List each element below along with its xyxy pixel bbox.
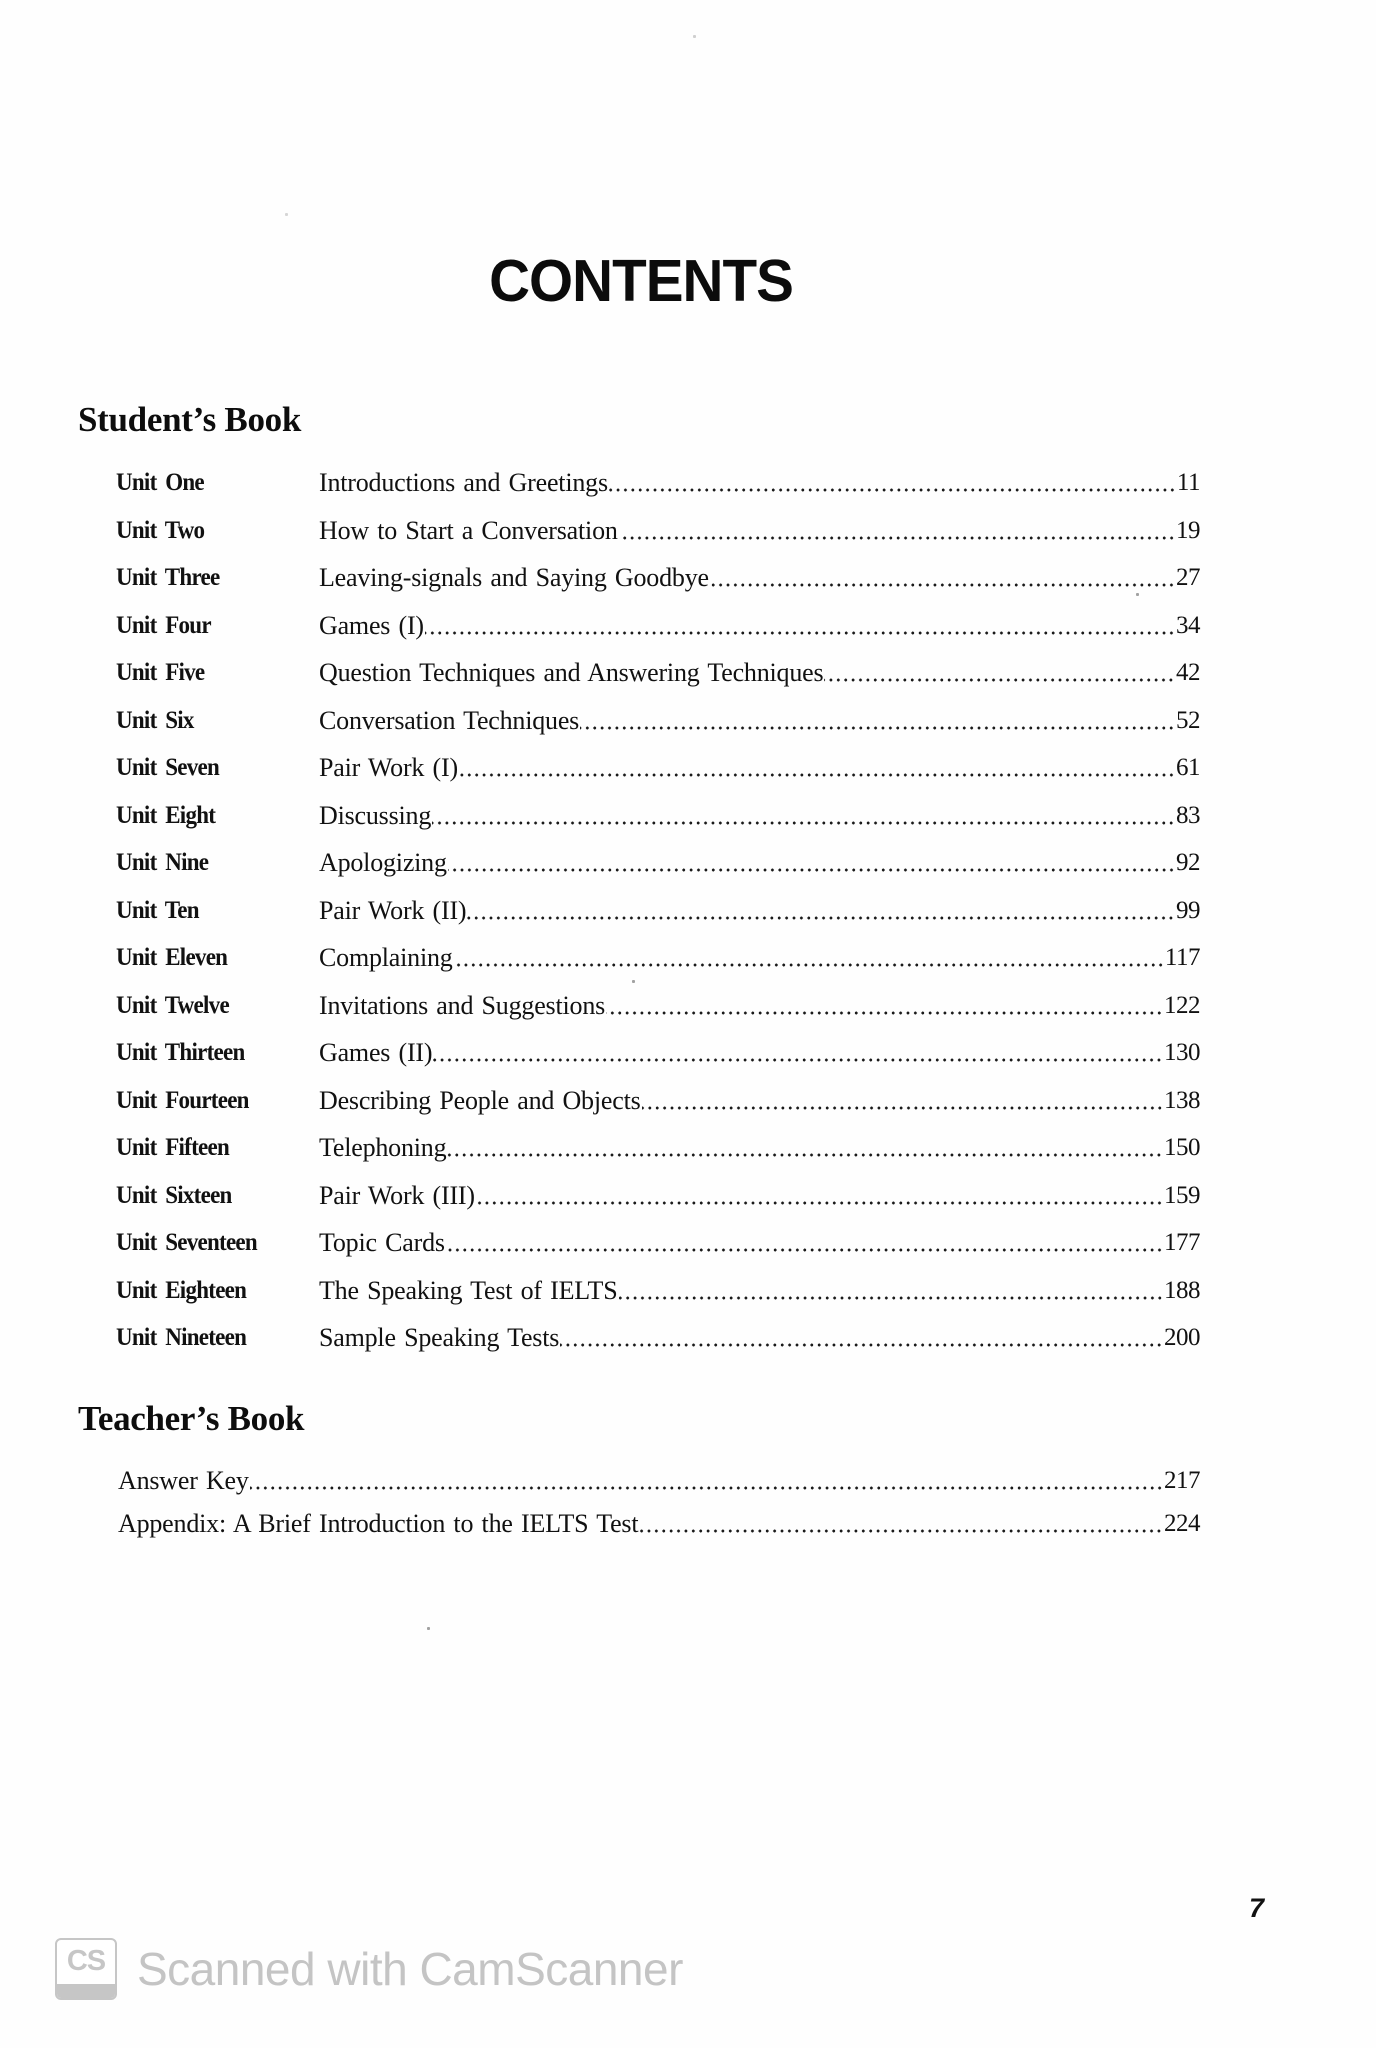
entry-title: Topic Cards — [319, 1228, 445, 1257]
page-number: 217 — [1164, 1467, 1200, 1494]
entry-title: Sample Speaking Tests — [319, 1323, 560, 1352]
page-number: 52 — [1176, 706, 1200, 734]
entry-title: Describing People and Objects — [319, 1085, 641, 1115]
toc-entry[interactable] — [116, 1319, 1200, 1353]
entry-title: Games (I) — [319, 610, 424, 640]
unit-label: Unit Twelve — [116, 991, 229, 1019]
camscanner-watermark — [55, 1938, 683, 2000]
page-number: 188 — [1164, 1276, 1200, 1304]
page-number: 99 — [1176, 896, 1200, 924]
page-number: 42 — [1176, 659, 1200, 686]
dot-leader — [580, 725, 1175, 731]
unit-label: Unit Fifteen — [116, 1134, 230, 1161]
toc-entry[interactable] — [116, 1224, 1200, 1258]
unit-label: Unit One — [116, 469, 204, 496]
entry-title: Introductions and Greetings — [319, 468, 608, 497]
toc-entry[interactable] — [116, 702, 1200, 736]
entry-title: Pair Work (II) — [319, 895, 467, 925]
camscanner-logo-text: CS — [66, 1945, 106, 1977]
unit-label: Unit Eleven — [116, 944, 228, 971]
toc-entry[interactable] — [116, 1082, 1200, 1116]
dot-leader — [447, 1152, 1163, 1158]
camscanner-logo-icon — [55, 1938, 117, 2000]
camscanner-logo-band — [57, 1984, 115, 1998]
dot-leader — [639, 1528, 1163, 1534]
toc-entry[interactable] — [116, 559, 1200, 593]
page-number: 177 — [1164, 1229, 1200, 1256]
toc-entry[interactable] — [116, 464, 1200, 498]
page-number: 130 — [1164, 1039, 1200, 1066]
dot-leader — [619, 1295, 1164, 1301]
page-number: 138 — [1164, 1086, 1200, 1114]
page-number-folio: 7 — [1249, 1893, 1265, 1923]
entry-title: Complaining — [319, 943, 453, 972]
scan-speck — [427, 1627, 430, 1630]
dot-leader — [454, 962, 1164, 968]
dot-leader — [448, 867, 1175, 873]
unit-label: Unit Sixteen — [116, 1181, 232, 1209]
dot-leader — [619, 535, 1175, 541]
entry-title: Question Techniques and Answering Techniques — [319, 658, 824, 687]
unit-label: Unit Four — [116, 611, 211, 639]
toc-entry[interactable] — [116, 654, 1200, 688]
page-number: 224 — [1164, 1510, 1200, 1537]
unit-label: Unit Eighteen — [116, 1276, 247, 1304]
unit-label: Unit Six — [116, 706, 194, 734]
entry-title: Invitations and Suggestions — [319, 990, 606, 1020]
entry-title: Pair Work (I) — [319, 753, 458, 782]
dot-leader — [642, 1105, 1163, 1111]
dot-leader — [467, 915, 1175, 921]
entry-title: Apologizing — [319, 848, 447, 877]
unit-label: Unit Two — [116, 516, 205, 544]
dot-leader — [476, 1200, 1163, 1206]
unit-label: Unit Nine — [116, 849, 209, 876]
page-number: 159 — [1164, 1181, 1200, 1209]
toc-entry[interactable] — [116, 844, 1200, 878]
dot-leader — [824, 677, 1175, 683]
dot-leader — [710, 582, 1175, 588]
unit-label: Unit Seven — [116, 754, 220, 781]
toc-entry[interactable] — [116, 892, 1200, 926]
page-number: 11 — [1176, 469, 1200, 496]
dot-leader — [459, 772, 1175, 778]
toc-entry[interactable] — [118, 1462, 1200, 1496]
page-number: 61 — [1176, 754, 1200, 781]
scan-speck — [693, 35, 696, 38]
toc-entry[interactable] — [116, 797, 1200, 831]
entry-title: Answer Key — [118, 1466, 249, 1495]
unit-label: Unit Ten — [116, 896, 199, 924]
unit-label: Unit Fourteen — [116, 1086, 249, 1114]
unit-label: Unit Seventeen — [116, 1229, 257, 1256]
page-number: 27 — [1176, 564, 1200, 591]
page-number: 122 — [1164, 991, 1200, 1019]
scan-speck — [632, 980, 635, 983]
toc-entry[interactable] — [116, 987, 1200, 1021]
page-number: 19 — [1176, 516, 1200, 544]
unit-label: Unit Three — [116, 564, 220, 591]
toc-entry[interactable] — [116, 607, 1200, 641]
entry-title: How to Start a Conversation — [319, 515, 618, 545]
page-number: 117 — [1164, 944, 1200, 971]
dot-leader — [609, 487, 1176, 493]
entry-title: Conversation Techniques — [319, 705, 580, 735]
toc-entry[interactable] — [116, 1177, 1200, 1211]
toc-entry[interactable] — [118, 1505, 1200, 1539]
page-number: 150 — [1164, 1134, 1200, 1161]
page-number: 200 — [1164, 1324, 1200, 1351]
page-number: 92 — [1176, 849, 1200, 876]
students-book-heading: Student’s Book — [78, 400, 302, 439]
scan-speck — [285, 213, 288, 216]
entry-title: Pair Work (III) — [319, 1180, 475, 1210]
dot-leader — [250, 1485, 1163, 1491]
dot-leader — [606, 1010, 1163, 1016]
entry-title: Discussing — [319, 800, 432, 830]
watermark-text: Scanned with CamScanner — [137, 1943, 683, 1995]
dot-leader — [560, 1342, 1163, 1348]
entry-title: Games (II) — [319, 1038, 433, 1067]
unit-label: Unit Nineteen — [116, 1324, 247, 1351]
entry-title: The Speaking Test of IELTS — [319, 1275, 618, 1305]
toc-entry[interactable] — [116, 512, 1200, 546]
toc-entry[interactable] — [116, 1129, 1200, 1163]
unit-label: Unit Eight — [116, 801, 216, 829]
page-number: 34 — [1176, 611, 1200, 639]
toc-entry[interactable] — [116, 749, 1200, 783]
toc-entry[interactable] — [116, 1034, 1200, 1068]
page-title: CONTENTS — [489, 248, 793, 314]
teachers-book-heading: Teacher’s Book — [78, 1399, 305, 1438]
entry-title: Appendix: A Brief Introduction to the IELTS Test — [118, 1509, 639, 1538]
entry-title: Leaving-signals and Saying Goodbye — [319, 563, 709, 592]
toc-entry[interactable] — [116, 1272, 1200, 1306]
dot-leader — [425, 630, 1175, 636]
dot-leader — [446, 1247, 1163, 1253]
scan-speck — [1136, 593, 1139, 596]
dot-leader — [433, 1057, 1163, 1063]
dot-leader — [432, 820, 1175, 826]
unit-label: Unit Five — [116, 659, 205, 686]
page-number: 83 — [1176, 801, 1200, 829]
unit-label: Unit Thirteen — [116, 1039, 245, 1066]
entry-title: Telephoning — [319, 1133, 447, 1162]
toc-entry[interactable] — [116, 939, 1200, 973]
